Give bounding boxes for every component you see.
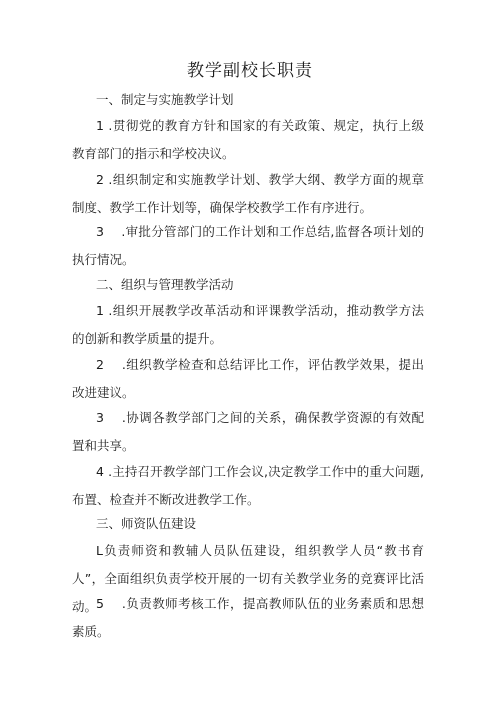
paragraph-1-1: 1 .贯彻党的教育方针和国家的有关政策、规定，执行上级教育部门的指示和学校决议。 [72,118,424,161]
document-title: 教学副校长职责 [187,61,313,81]
paragraph-1-2: 2 .组织制定和实施教学计划、教学大纲、教学方面的规章制度、教学工作计划等，确保学校教学工作有序进行。 [72,172,424,215]
paragraph-3-1: L负责师资和教辅人员队伍建设，组织教学人员“教书育人”，全面组织负责学校开展的一切有关教学业务的竞赛评比活动。 [72,543,424,614]
section-heading-teaching-activities: 二、组织与管理教学活动 [96,277,234,292]
section-heading-teaching-plan: 一、制定与实施教学计划 [96,92,234,107]
section-heading-teacher-team: 三、师资队伍建设 [96,516,197,531]
paragraph-1-3: 3 .审批分管部门的工作计划和工作总结,监督各项计划的执行情况。 [72,224,424,267]
paragraph-2-3: 3 .协调各教学部门之间的关系，确保教学资源的有效配置和共享。 [72,410,424,453]
paragraph-3-5: 5 .负责教师考核工作，提高教师队伍的业务素质和思想素质。 [72,596,424,639]
paragraph-2-1: 1 .组织开展教学改革活动和评课教学活动，推动教学方法的创新和教学质量的提升。 [72,303,424,346]
paragraph-2-4: 4 .主持召开教学部门工作会议,决定教学工作中的重大问题,布置、检查并不断改进教学工作。 [72,464,424,507]
paragraph-2-2: 2 .组织教学检查和总结评比工作，评估教学效果，提出改进建议。 [72,357,424,400]
